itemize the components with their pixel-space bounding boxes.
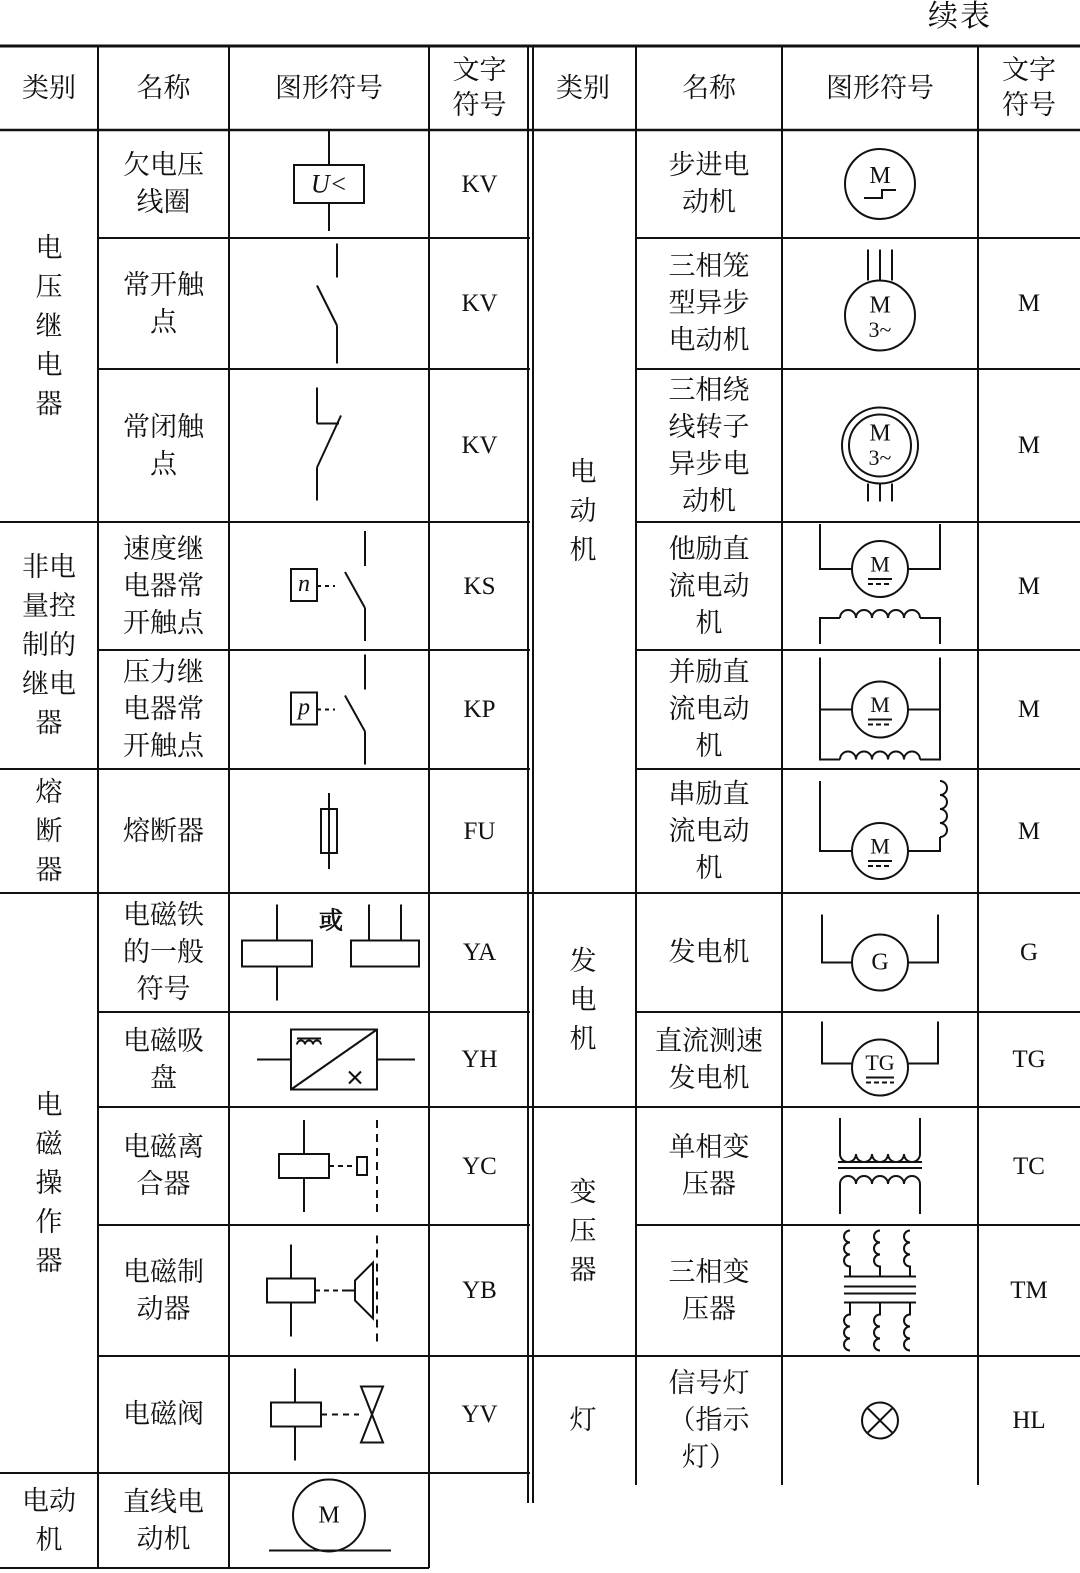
category-label: 灯: [569, 1405, 597, 1436]
symbol-label: M: [870, 833, 890, 859]
speed-relay-contact-symbol: [229, 522, 429, 650]
shunt-dc-motor-symbol: [782, 650, 978, 769]
item-code: M: [1017, 432, 1041, 459]
item-code: M: [1017, 696, 1041, 723]
symbol-label: M: [318, 1502, 340, 1529]
electromagnet-symbol: [229, 893, 429, 1012]
item-code: TG: [1012, 1046, 1046, 1073]
item-code: TC: [1013, 1152, 1045, 1180]
item-name: 直流测速 发电机: [655, 1025, 763, 1094]
item-name: 信号灯 （指示 灯）: [668, 1368, 750, 1473]
symbol-label: M: [869, 292, 891, 319]
item-code: YC: [462, 1152, 497, 1180]
symbol-label: G: [871, 949, 889, 976]
item-code: KP: [463, 696, 496, 723]
item-code: YV: [461, 1401, 498, 1428]
item-name: 常开触 点: [123, 269, 204, 338]
item-code: YH: [461, 1046, 498, 1073]
header-code: 文字 符号: [452, 55, 507, 121]
category-label: 电动 机: [22, 1485, 76, 1556]
category-label: 电 磁 操 作 器: [35, 1089, 63, 1277]
header-symbol: 图形符号: [826, 72, 934, 104]
symbol-label: p: [298, 694, 310, 721]
series-dc-motor-symbol: [782, 769, 978, 893]
signal-lamp-symbol: [782, 1356, 978, 1485]
symbol-label: 3~: [868, 317, 892, 342]
item-name: 直线电 动机: [123, 1486, 204, 1555]
stepper-motor-symbol: [782, 130, 978, 238]
item-code: KV: [461, 170, 498, 198]
item-name: 三相变 压器: [668, 1256, 750, 1325]
pressure-relay-contact-symbol: [229, 650, 429, 769]
item-name: 三相笼 型异步 电动机: [668, 251, 750, 356]
undervoltage-coil-symbol: [229, 130, 429, 238]
item-code: KS: [463, 572, 496, 600]
symbol-label: 或: [319, 906, 343, 935]
item-code: G: [1019, 939, 1039, 966]
symbol-label: n: [298, 571, 310, 597]
header-name: 名称: [682, 72, 736, 104]
fuse-symbol: [229, 769, 429, 893]
item-name: 电磁吸 盘: [123, 1025, 204, 1094]
item-name: 熔断器: [123, 815, 204, 847]
header-category: 类别: [22, 72, 76, 104]
item-code: M: [1017, 817, 1041, 845]
header-category: 类别: [556, 72, 610, 104]
tachogenerator-symbol: [782, 1012, 978, 1107]
item-code: TM: [1010, 1277, 1048, 1304]
wound-rotor-motor-symbol: [782, 369, 978, 522]
item-code: [978, 130, 1080, 238]
nc-contact-symbol: [229, 369, 429, 522]
no-contact-symbol: [229, 238, 429, 369]
solenoid-valve-symbol: [229, 1356, 429, 1473]
item-name: 电磁阀: [123, 1399, 204, 1430]
symbol-label: M: [869, 163, 891, 189]
three-phase-transformer-symbol: [782, 1225, 978, 1356]
category-label: 熔 断 器: [35, 776, 63, 886]
item-name: 常闭触 点: [123, 411, 204, 480]
item-name: 并励直 流电动 机: [668, 657, 750, 762]
symbol-label: M: [870, 551, 890, 577]
category-label: 变 压 器: [569, 1177, 597, 1286]
item-name: 他励直 流电动 机: [668, 533, 750, 639]
generator-symbol: [782, 893, 978, 1012]
symbol-label: U<: [310, 169, 348, 199]
header-name: 名称: [136, 72, 191, 104]
magnetic-chuck-symbol: [229, 1012, 429, 1107]
item-name: 单相变 压器: [668, 1132, 750, 1200]
item-name: 压力继 电器常 开触点: [123, 657, 204, 762]
item-code: YB: [462, 1277, 497, 1304]
category-label: 电 动 机: [569, 457, 597, 566]
category-label: 非电 量控 制的 继电 器: [22, 552, 76, 739]
item-code: [429, 1473, 530, 1568]
item-name: 欠电压 线圈: [123, 150, 204, 218]
item-code: FU: [463, 817, 496, 845]
symbol-label: M: [869, 420, 891, 447]
item-name: 电磁离 合器: [123, 1132, 204, 1200]
squirrel-cage-motor-symbol: [782, 238, 978, 369]
item-name: 步进电 动机: [668, 150, 750, 218]
electromagnetic-brake-symbol: [229, 1225, 429, 1356]
category-label: 电 压 继 电 器: [35, 232, 63, 420]
item-name: 串励直 流电动 机: [668, 778, 750, 884]
header-code: 文字 符号: [1002, 55, 1056, 121]
item-code: M: [1017, 572, 1041, 600]
item-name: 速度继 电器常 开触点: [123, 533, 204, 639]
table-caption: 续表: [928, 0, 992, 34]
symbol-label: TG: [865, 1050, 895, 1075]
linear-motor-symbol: [229, 1473, 429, 1568]
item-name: 电磁铁 的一般 符号: [123, 900, 204, 1005]
category-label: 发 电 机: [569, 945, 597, 1055]
item-code: HL: [1012, 1407, 1046, 1434]
item-name: 三相绕 线转子 异步电 动机: [668, 374, 750, 517]
item-code: YA: [462, 939, 497, 966]
symbol-label: M: [870, 692, 890, 717]
item-name: 电磁制 动器: [123, 1256, 204, 1325]
separately-excited-dc-motor-symbol: [782, 522, 978, 650]
item-code: KV: [461, 290, 498, 317]
header-symbol: 图形符号: [275, 72, 383, 104]
item-code: M: [1017, 290, 1041, 317]
item-code: KV: [461, 432, 498, 459]
item-name: 发电机: [668, 937, 750, 968]
electromagnetic-clutch-symbol: [229, 1107, 429, 1225]
single-phase-transformer-symbol: [782, 1107, 978, 1225]
symbol-label: 3~: [868, 445, 892, 470]
